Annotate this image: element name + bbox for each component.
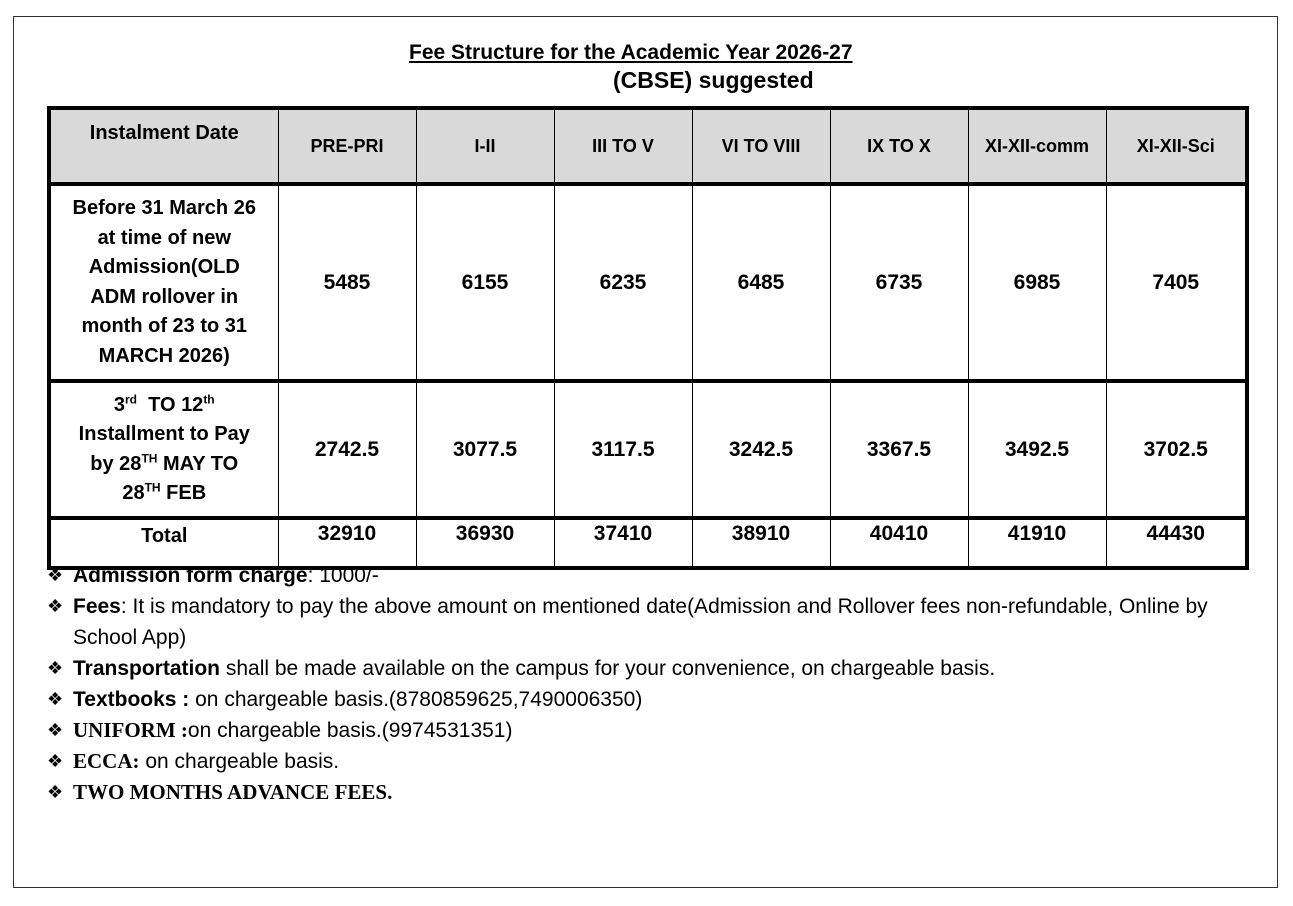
table-header-row (49, 108, 1247, 184)
cell-value: 3492.5 (968, 381, 1106, 518)
diamond-bullet-icon: ❖ (47, 658, 64, 678)
cell-value: 3077.5 (416, 381, 554, 518)
document-title: Fee Structure for the Academic Year 2026-27 (409, 41, 853, 64)
note-advance-fees: ❖ TWO MONTHS ADVANCE FEES. (47, 777, 1257, 808)
cell-value: 3702.5 (1106, 381, 1247, 518)
cell-value: 3242.5 (692, 381, 830, 518)
header-ix-to-x: IX TO X (830, 108, 968, 184)
label-line: 3rd TO 12th (113, 391, 215, 416)
row-label-admission (49, 184, 278, 381)
cell-value: 6735 (830, 184, 968, 381)
table-row-installments (49, 381, 1247, 518)
label-line: Installment to Pay (78, 423, 250, 445)
note-fees: ❖ Fees: It is mandatory to pay the above amount on mentioned date(Admission and Rollover fees non-refundable, Online by School App) (47, 591, 1257, 653)
header-xi-xii-comm: XI-XII-comm (968, 108, 1106, 184)
header-vi-to-viii: VI TO VIII (692, 108, 830, 184)
label-line: at time of new (97, 226, 231, 249)
header-iii-to-v: III TO V (554, 108, 692, 184)
cell-total: 38910 (692, 518, 830, 568)
diamond-bullet-icon: ❖ (47, 751, 64, 771)
cell-value: 5485 (278, 184, 416, 381)
header-instalment-date: Instalment Date (49, 108, 278, 184)
row-label-total: Total (49, 518, 278, 568)
fee-table (47, 106, 1249, 570)
document-subtitle: (CBSE) suggested (613, 67, 814, 93)
cell-value: 6985 (968, 184, 1106, 381)
header-i-ii: I-II (416, 108, 554, 184)
diamond-bullet-icon: ❖ (47, 565, 64, 585)
note-textbooks: ❖ Textbooks : on chargeable basis.(8780859625,7490006350) (47, 684, 1257, 715)
note-ecca: ❖ ECCA: on chargeable basis. (47, 746, 1257, 777)
note-uniform: ❖ UNIFORM :on chargeable basis.(9974531351) (47, 715, 1257, 746)
note-transportation: ❖ Transportation shall be made available on the campus for your convenience, on chargeable basis. (47, 653, 1257, 684)
label-line: by 28TH MAY TO (90, 450, 239, 475)
cell-total: 40410 (830, 518, 968, 568)
label-line: 28TH FEB (122, 480, 207, 504)
diamond-bullet-icon: ❖ (47, 596, 64, 616)
notes-list (47, 560, 1257, 808)
note-admission-form: ❖ Admission form charge: 1000/- (47, 560, 1257, 591)
cell-value: 6235 (554, 184, 692, 381)
header-pre-pri: PRE-PRI (278, 108, 416, 184)
cell-value: 7405 (1106, 184, 1247, 381)
label-line: Admission(OLD (88, 256, 240, 278)
label-line: ADM rollover in (90, 285, 239, 308)
diamond-bullet-icon: ❖ (47, 782, 64, 802)
diamond-bullet-icon: ❖ (47, 689, 64, 709)
row-label-installments (49, 381, 278, 518)
cell-value: 3367.5 (830, 381, 968, 518)
header-xi-xii-sci: XI-XII-Sci (1106, 108, 1247, 184)
cell-value: 3117.5 (554, 381, 692, 518)
label-line: month of 23 to 31 (81, 315, 248, 337)
cell-total: 41910 (968, 518, 1106, 568)
cell-value: 6485 (692, 184, 830, 381)
cell-total: 44430 (1106, 518, 1247, 568)
cell-total: 32910 (278, 518, 416, 568)
cell-total: 36930 (416, 518, 554, 568)
label-line: Before 31 March 26 (72, 197, 256, 219)
label-line: MARCH 2026) (98, 344, 230, 367)
cell-total: 37410 (554, 518, 692, 568)
cell-value: 6155 (416, 184, 554, 381)
table-row-admission (49, 184, 1247, 381)
document-title-wrap (0, 40, 1293, 66)
cell-value: 2742.5 (278, 381, 416, 518)
diamond-bullet-icon: ❖ (47, 720, 64, 740)
